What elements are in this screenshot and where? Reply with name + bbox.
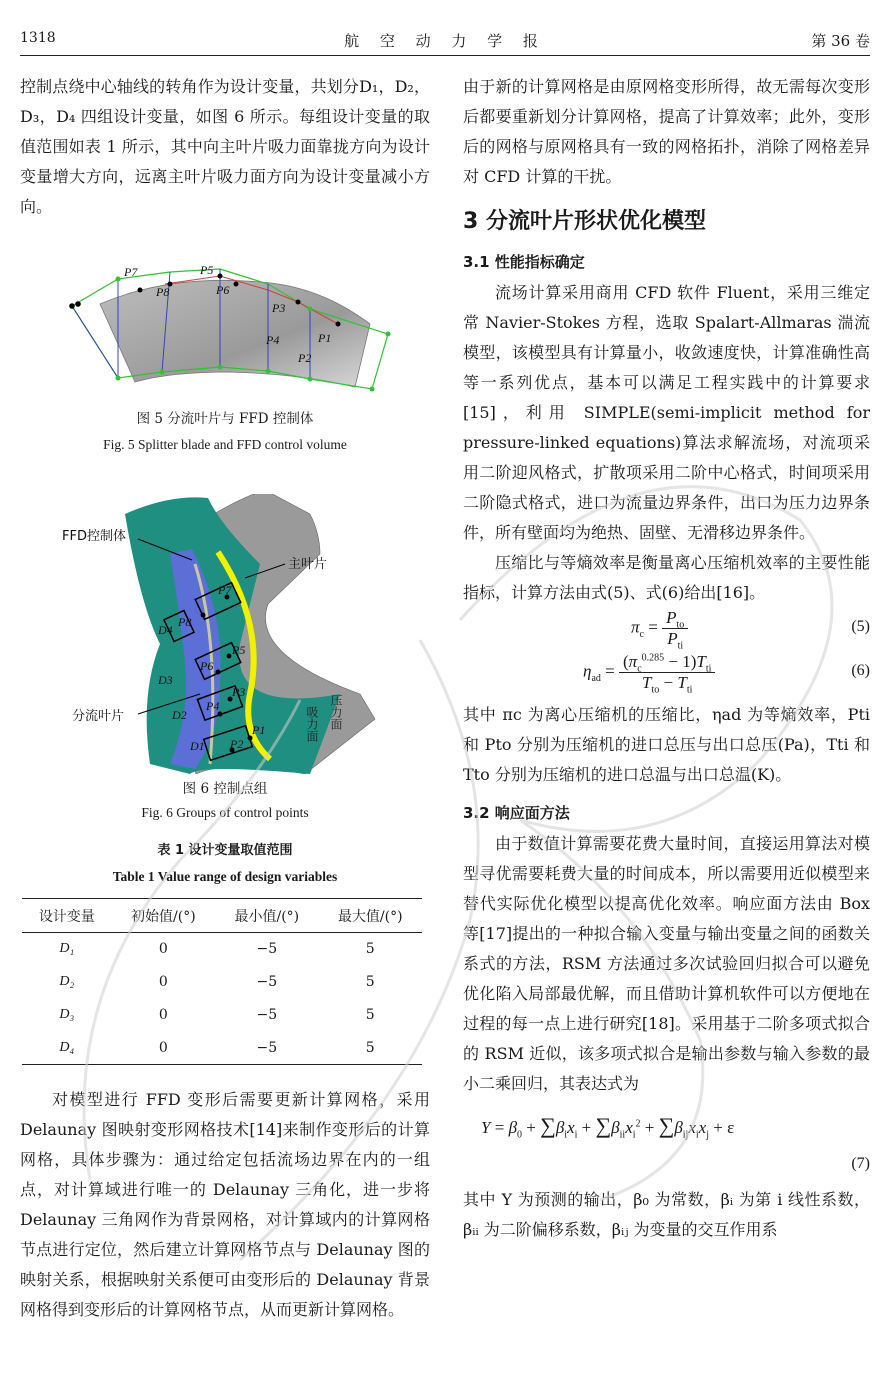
figure-6 bbox=[20, 494, 430, 824]
table1-title-en: Table 1 Value range of design variables bbox=[112, 869, 338, 884]
fig6-caption-en: Fig. 6 Groups of control points bbox=[141, 805, 309, 820]
cfd-paragraph: 流场计算采用商用 CFD 软件 Fluent，采用三维定常 Navier-Stokes 方程，选取 Spalart-Allmaras 湍流模型，该模型具有计算量小，收敛速度快，计算准确性高等一系列优点，基本可以满足工程实践中的计算要求[15]，利用 SIMPLE(semi-implicit method for pressure-linked equations)算法求解流场，对流项采用二阶迎风格式，扩散项采用二阶中心格式，时间项采用二阶隐式格式，进口为流量边界条件，出口为压力边界条件，所有壁面均为绝热、固壁、无滑移边界条件。 bbox=[463, 283, 870, 542]
table-cell: −5 bbox=[256, 1007, 278, 1023]
page-number: 1318 bbox=[20, 30, 56, 46]
table-cell: −5 bbox=[215, 1032, 318, 1065]
fig5-label-p1: P1 bbox=[318, 331, 332, 345]
table-cell: D₄ bbox=[22, 1032, 112, 1065]
table-1 bbox=[20, 838, 430, 1065]
fig6-label-p7: P7 bbox=[218, 583, 232, 597]
table-cell: 5 bbox=[365, 974, 375, 990]
fig5-label-p6: P6 bbox=[216, 283, 230, 297]
symbols-paragraph: 其中 πc 为离心压缩机的压缩比，ηad 为等熵效率，Pti 和 Pto 分别为压缩机的进口总压与出口总压(Pa)，Tti 和 Tto 分别为压缩机的进口总温与出口总温(K)。 bbox=[463, 705, 870, 784]
intro-paragraph: 控制点绕中心轴线的转角作为设计变量，共划分D₁，D₂，D₃，D₄ 四组设计变量，如图 6 所示。每组设计变量的取值范围如表 1 所示，其中向主叶片吸力面靠拢方向为设计变量增大方向，远离主叶片吸力面方向为设计变量减小方向。 bbox=[20, 77, 430, 216]
table1-title-cn: 表 1 设计变量取值范围 bbox=[157, 843, 293, 858]
pressure-face-label: 压力面 bbox=[329, 694, 343, 730]
fig5-caption-en: Fig. 5 Splitter blade and FFD control volume bbox=[103, 437, 347, 452]
equation-6 bbox=[463, 652, 870, 700]
eq5-number: (5) bbox=[851, 618, 870, 635]
fig5-label-p3: P3 bbox=[272, 301, 286, 315]
fig5-caption-cn: 图 5 分流叶片与 FFD 控制体 bbox=[136, 411, 314, 427]
table-header-row bbox=[22, 899, 422, 933]
table-cell: D₂ bbox=[59, 974, 75, 989]
eq7-body: $Y = \beta_0 + \sum\beta_ix_i + \sum\beta_{ii}x_i^2 + \sum\beta_{ij}x_ix_j + \varepsilon$ bbox=[481, 1113, 735, 1141]
equation-7 bbox=[463, 1103, 870, 1177]
volume-label: 第 36 卷 bbox=[811, 32, 870, 50]
right-column bbox=[463, 72, 870, 1245]
fig5-label-p7: P7 bbox=[124, 265, 138, 279]
ffd-label: FFD控制体 bbox=[62, 529, 126, 544]
design-variable-table bbox=[22, 898, 422, 1065]
fig5-label-p4: P4 bbox=[266, 333, 280, 347]
table-header: 最小值/(°) bbox=[215, 899, 318, 933]
fig5-label-p8: P8 bbox=[156, 285, 170, 299]
table-row bbox=[22, 966, 422, 999]
table-row bbox=[22, 999, 422, 1032]
continued-paragraph: 由于新的计算网格是由原网格变形所得，故无需每次变形后都要重新划分计算网格，提高了计算效率；此外，变形后的网格与原网格具有一致的网格拓扑，消除了网格差异对 CFD 计算的干扰。 bbox=[463, 77, 870, 186]
table-header: 最大值/(°) bbox=[319, 899, 422, 933]
table-cell: 0 bbox=[158, 941, 168, 958]
table-cell: 5 bbox=[319, 1032, 422, 1065]
group-label-d2: D2 bbox=[172, 708, 187, 722]
left-column bbox=[20, 72, 430, 1325]
table-row bbox=[22, 1032, 422, 1065]
splitter-label: 分流叶片 bbox=[72, 709, 125, 724]
table-cell: 5 bbox=[365, 941, 375, 958]
equation-5 bbox=[463, 608, 870, 652]
fig6-label-p6: P6 bbox=[200, 659, 214, 673]
group-label-d3: D3 bbox=[158, 673, 173, 687]
eq6-body: $\eta_{ad}$ = $\frac{(\pi_c^{0.285} - 1)T_{ti}}{T_{to} - T_{ti}}$ bbox=[583, 652, 715, 693]
table-cell: 0 bbox=[158, 1007, 168, 1023]
fig6-label-p2: P2 bbox=[230, 737, 244, 751]
section-3-1-heading: 3.1 性能指标确定 bbox=[463, 253, 585, 271]
table-header: 初始值/(°) bbox=[112, 899, 215, 933]
figure-5 bbox=[20, 254, 430, 472]
group-label-d4: D4 bbox=[158, 623, 173, 637]
eq7-number: (7) bbox=[851, 1155, 870, 1172]
page-header bbox=[20, 26, 870, 56]
table-header: 设计变量 bbox=[22, 899, 112, 933]
fig6-label-p3: P3 bbox=[232, 685, 246, 699]
table-cell: D₃ bbox=[59, 1007, 75, 1022]
journal-title: 航 空 动 力 学 报 bbox=[344, 32, 546, 50]
fig5-label-p5: P5 bbox=[200, 263, 214, 277]
eq6-number: (6) bbox=[851, 662, 870, 679]
section-3-2-heading: 3.2 响应面方法 bbox=[463, 804, 570, 822]
main-blade-label: 主叶片 bbox=[288, 557, 328, 572]
table-cell: −5 bbox=[256, 974, 278, 990]
fig5-label-p2: P2 bbox=[298, 351, 312, 365]
fig6-label-p4: P4 bbox=[206, 699, 220, 713]
table-row bbox=[22, 933, 422, 966]
table-cell: 0 bbox=[158, 974, 168, 990]
fig6-drawing bbox=[20, 494, 430, 774]
fig5-drawing bbox=[20, 254, 430, 404]
suction-face-label: 吸力面 bbox=[305, 706, 319, 742]
group-label-d1: D1 bbox=[190, 739, 205, 753]
section-3-heading: 3 分流叶片形状优化模型 bbox=[463, 209, 706, 234]
table-cell: −5 bbox=[256, 941, 278, 958]
fig6-label-p5: P5 bbox=[232, 643, 246, 657]
fig6-label-p8: P8 bbox=[178, 615, 192, 629]
coefficients-paragraph: 其中 Y 为预测的输出，β₀ 为常数，βᵢ 为第 i 线性系数，βᵢᵢ 为二阶偏移系数，βᵢⱼ 为变量的交互作用系 bbox=[463, 1190, 870, 1239]
ratio-paragraph: 压缩比与等熵效率是衡量离心压缩机效率的主要性能指标，计算方法由式(5)、式(6)给出[16]。 bbox=[463, 553, 870, 602]
rsm-paragraph: 由于数值计算需要花费大量时间，直接运用算法对模型寻优需要耗费大量的时间成本，所以需要用近似模型来替代实际优化模型以提高优化效率。响应面方法由 Box 等[17]提出的一种拟合输入变量与输出变量之间的函数关系式的方法，RSM 方法通过多次试验回归拟合可以避免优化陷入局部最优解，而且借助计算机软件可以方便地在过程的每一点上进行研究[18]。采用基于二阶多项式拟合的 RSM 近似，该多项式拟合是输出参数与输入参数的最小二乘回归，其表达式为 bbox=[463, 834, 870, 1093]
fig6-caption-cn: 图 6 控制点组 bbox=[182, 781, 268, 797]
eq5-body: $\pi_c$ = $\frac{P_{to}}{P_{ti}}$ bbox=[631, 608, 688, 649]
fig6-label-p1: P1 bbox=[252, 723, 266, 737]
table-cell: 0 bbox=[112, 1032, 215, 1065]
table-cell: D₁ bbox=[59, 941, 75, 957]
table-cell: 5 bbox=[365, 1007, 375, 1023]
ffd-mesh-paragraph: 对模型进行 FFD 变形后需要更新计算网格，采用 Delaunay 图映射变形网格技术[14]来制作变形后的计算网格，具体步骤为：通过给定包括流场边界在内的一组点，对计算域进行唯一的 Delaunay 三角化，进一步将 Delaunay 三角网作为背景网格，对计算域内的计算网格节点进行定位，然后建立计算网格节点与 Delaunay 图的映射关系，根据映射关系便可由变形后的 Delaunay 背景网格得到变形后的计算网格节点，从而更新计算网格。 bbox=[20, 1090, 430, 1319]
